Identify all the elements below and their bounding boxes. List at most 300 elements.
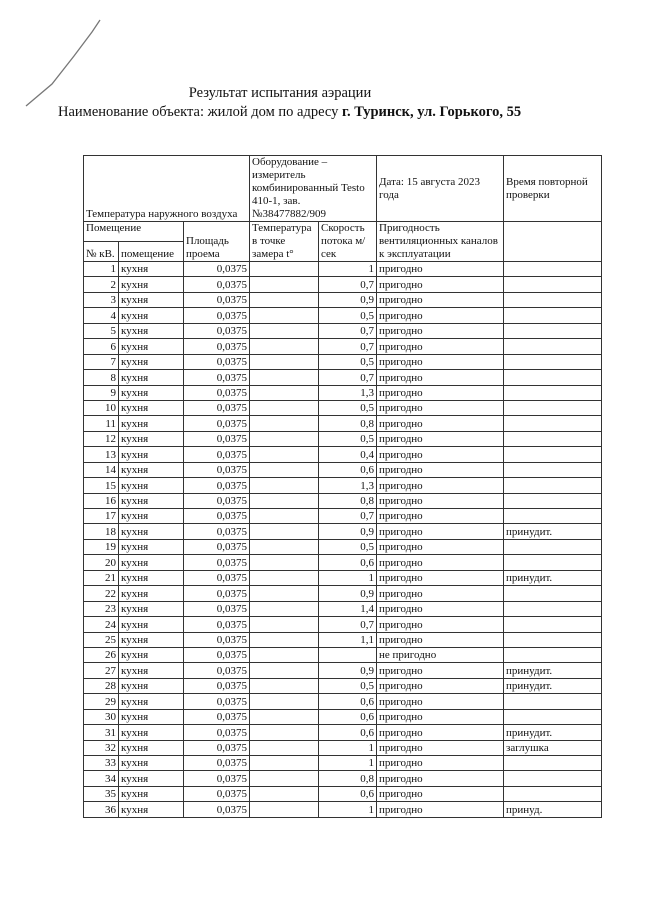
temperature-cell	[250, 663, 319, 678]
status-cell: пригодно	[377, 709, 504, 724]
note-cell: принуд.	[504, 802, 602, 817]
speed-cell: 1,1	[319, 632, 377, 647]
area-cell: 0,0375	[184, 570, 250, 585]
speed-cell: 0,9	[319, 292, 377, 307]
apt-number-cell: 23	[84, 601, 119, 616]
temperature-cell	[250, 802, 319, 817]
table-body	[84, 156, 602, 818]
speed-cell: 0,5	[319, 431, 377, 446]
room-cell: кухня	[119, 262, 184, 277]
status-cell: пригодно	[377, 617, 504, 632]
table-row	[84, 601, 602, 616]
apt-number-cell: 10	[84, 400, 119, 415]
temperature-cell	[250, 308, 319, 323]
room-cell: кухня	[119, 292, 184, 307]
table-row	[84, 586, 602, 601]
speed-cell: 0,6	[319, 725, 377, 740]
area-cell: 0,0375	[184, 694, 250, 709]
apt-number-cell: 4	[84, 308, 119, 323]
status-cell: пригодно	[377, 323, 504, 338]
temperature-cell	[250, 323, 319, 338]
status-cell: пригодно	[377, 462, 504, 477]
area-cell: 0,0375	[184, 509, 250, 524]
column-header-area: Площадь проема	[184, 222, 250, 262]
room-cell: кухня	[119, 416, 184, 431]
apt-number-cell: 22	[84, 586, 119, 601]
area-cell: 0,0375	[184, 262, 250, 277]
table-row	[84, 786, 602, 801]
temperature-cell	[250, 632, 319, 647]
speed-cell: 0,7	[319, 323, 377, 338]
apt-number-cell: 24	[84, 617, 119, 632]
note-cell	[504, 339, 602, 354]
speed-cell: 0,5	[319, 354, 377, 369]
speed-cell: 0,8	[319, 493, 377, 508]
aeration-table	[83, 155, 602, 818]
table-row	[84, 740, 602, 755]
apt-number-cell: 16	[84, 493, 119, 508]
speed-cell: 0,7	[319, 509, 377, 524]
table-row	[84, 400, 602, 415]
temperature-cell	[250, 462, 319, 477]
header-equipment: Оборудование – измеритель комбинированный Testo 410-1, зав. №38477882/909	[250, 156, 377, 222]
status-cell: пригодно	[377, 416, 504, 431]
table-row	[84, 370, 602, 385]
area-cell: 0,0375	[184, 447, 250, 462]
table-row	[84, 385, 602, 400]
area-cell: 0,0375	[184, 663, 250, 678]
apt-number-cell: 21	[84, 570, 119, 585]
table-row	[84, 462, 602, 477]
note-cell	[504, 277, 602, 292]
status-cell: пригодно	[377, 385, 504, 400]
header-recheck: Время повторной проверки	[504, 156, 602, 222]
temperature-cell	[250, 385, 319, 400]
table-row	[84, 354, 602, 369]
apt-number-cell: 11	[84, 416, 119, 431]
area-cell: 0,0375	[184, 555, 250, 570]
speed-cell: 1,4	[319, 601, 377, 616]
status-cell: пригодно	[377, 354, 504, 369]
speed-cell: 0,9	[319, 524, 377, 539]
area-cell: 0,0375	[184, 478, 250, 493]
room-cell: кухня	[119, 431, 184, 446]
apt-number-cell: 35	[84, 786, 119, 801]
status-cell: пригодно	[377, 493, 504, 508]
area-cell: 0,0375	[184, 586, 250, 601]
area-cell: 0,0375	[184, 524, 250, 539]
area-cell: 0,0375	[184, 601, 250, 616]
note-cell	[504, 354, 602, 369]
temperature-cell	[250, 370, 319, 385]
table-row	[84, 647, 602, 662]
apt-number-cell: 3	[84, 292, 119, 307]
apt-number-cell: 5	[84, 323, 119, 338]
apt-number-cell: 7	[84, 354, 119, 369]
room-cell: кухня	[119, 740, 184, 755]
status-cell: пригодно	[377, 678, 504, 693]
area-cell: 0,0375	[184, 385, 250, 400]
apt-number-cell: 12	[84, 431, 119, 446]
apt-number-cell: 27	[84, 663, 119, 678]
status-cell: пригодно	[377, 802, 504, 817]
area-cell: 0,0375	[184, 370, 250, 385]
temperature-cell	[250, 339, 319, 354]
temperature-cell	[250, 493, 319, 508]
note-cell	[504, 771, 602, 786]
subtitle-prefix: Наименование объекта: жилой дом по адресу	[58, 104, 343, 120]
temperature-cell	[250, 586, 319, 601]
note-cell	[504, 709, 602, 724]
status-cell: пригодно	[377, 663, 504, 678]
area-cell: 0,0375	[184, 308, 250, 323]
note-cell	[504, 431, 602, 446]
speed-cell: 0,8	[319, 416, 377, 431]
note-cell: заглушка	[504, 740, 602, 755]
table-row	[84, 493, 602, 508]
apt-number-cell: 9	[84, 385, 119, 400]
apt-number-cell: 30	[84, 709, 119, 724]
room-cell: кухня	[119, 725, 184, 740]
status-cell: пригодно	[377, 601, 504, 616]
apt-number-cell: 8	[84, 370, 119, 385]
note-cell	[504, 555, 602, 570]
speed-cell: 0,5	[319, 539, 377, 554]
area-cell: 0,0375	[184, 725, 250, 740]
table-row	[84, 478, 602, 493]
note-cell	[504, 493, 602, 508]
table-row	[84, 771, 602, 786]
temperature-cell	[250, 539, 319, 554]
table-row	[84, 617, 602, 632]
header-room-group: Помещение	[84, 222, 184, 242]
area-cell: 0,0375	[184, 431, 250, 446]
status-cell: пригодно	[377, 292, 504, 307]
column-header-status: Пригодность вентиляционных каналов к эксплуатации	[377, 222, 504, 262]
status-cell: пригодно	[377, 431, 504, 446]
temperature-cell	[250, 509, 319, 524]
speed-cell: 1,3	[319, 385, 377, 400]
note-cell	[504, 462, 602, 477]
table-row	[84, 709, 602, 724]
speed-cell: 0,6	[319, 555, 377, 570]
document-subtitle	[58, 104, 521, 121]
status-cell: пригодно	[377, 771, 504, 786]
speed-cell: 1	[319, 570, 377, 585]
document-title: Результат испытания аэрации	[188, 85, 372, 101]
status-cell: пригодно	[377, 447, 504, 462]
room-cell: кухня	[119, 323, 184, 338]
table-row	[84, 539, 602, 554]
room-cell: кухня	[119, 400, 184, 415]
area-cell: 0,0375	[184, 678, 250, 693]
area-cell: 0,0375	[184, 709, 250, 724]
status-cell: пригодно	[377, 632, 504, 647]
speed-cell: 0,6	[319, 709, 377, 724]
note-cell	[504, 416, 602, 431]
speed-cell: 1	[319, 262, 377, 277]
apt-number-cell: 17	[84, 509, 119, 524]
temperature-cell	[250, 756, 319, 771]
area-cell: 0,0375	[184, 756, 250, 771]
header-date: Дата: 15 августа 2023 года	[377, 156, 504, 222]
note-cell: принудит.	[504, 524, 602, 539]
table-row	[84, 555, 602, 570]
room-cell: кухня	[119, 524, 184, 539]
temperature-cell	[250, 292, 319, 307]
apt-number-cell: 15	[84, 478, 119, 493]
temperature-cell	[250, 478, 319, 493]
area-cell: 0,0375	[184, 802, 250, 817]
temperature-cell	[250, 647, 319, 662]
table-row	[84, 416, 602, 431]
area-cell: 0,0375	[184, 292, 250, 307]
table-row	[84, 308, 602, 323]
room-cell: кухня	[119, 539, 184, 554]
area-cell: 0,0375	[184, 400, 250, 415]
apt-number-cell: 6	[84, 339, 119, 354]
area-cell: 0,0375	[184, 647, 250, 662]
apt-number-cell: 1	[84, 262, 119, 277]
subtitle-address: г. Туринск, ул. Горького, 55	[342, 104, 522, 120]
area-cell: 0,0375	[184, 740, 250, 755]
header-row-top	[84, 156, 602, 222]
note-cell	[504, 586, 602, 601]
apt-number-cell: 25	[84, 632, 119, 647]
column-header-apt: № кВ.	[84, 242, 119, 262]
table-row	[84, 632, 602, 647]
note-cell	[504, 509, 602, 524]
status-cell: пригодно	[377, 539, 504, 554]
room-cell: кухня	[119, 678, 184, 693]
status-cell: пригодно	[377, 694, 504, 709]
temperature-cell	[250, 555, 319, 570]
room-cell: кухня	[119, 570, 184, 585]
note-cell: принудит.	[504, 663, 602, 678]
speed-cell: 1	[319, 756, 377, 771]
temperature-cell	[250, 431, 319, 446]
room-cell: кухня	[119, 802, 184, 817]
temperature-cell	[250, 277, 319, 292]
header-outdoor-temp: Температура наружного воздуха	[84, 156, 250, 222]
note-cell	[504, 617, 602, 632]
area-cell: 0,0375	[184, 416, 250, 431]
speed-cell: 0,6	[319, 462, 377, 477]
speed-cell: 0,6	[319, 694, 377, 709]
note-cell	[504, 756, 602, 771]
temperature-cell	[250, 617, 319, 632]
table-row	[84, 447, 602, 462]
apt-number-cell: 20	[84, 555, 119, 570]
temperature-cell	[250, 678, 319, 693]
note-cell: принудит.	[504, 570, 602, 585]
room-cell: кухня	[119, 478, 184, 493]
speed-cell: 0,7	[319, 277, 377, 292]
area-cell: 0,0375	[184, 277, 250, 292]
temperature-cell	[250, 601, 319, 616]
room-cell: кухня	[119, 277, 184, 292]
table-row	[84, 663, 602, 678]
area-cell: 0,0375	[184, 493, 250, 508]
area-cell: 0,0375	[184, 354, 250, 369]
note-cell	[504, 786, 602, 801]
status-cell: пригодно	[377, 786, 504, 801]
status-cell: пригодно	[377, 262, 504, 277]
table-row	[84, 277, 602, 292]
room-cell: кухня	[119, 786, 184, 801]
room-cell: кухня	[119, 647, 184, 662]
room-cell: кухня	[119, 370, 184, 385]
status-cell: пригодно	[377, 339, 504, 354]
apt-number-cell: 32	[84, 740, 119, 755]
table-row	[84, 802, 602, 817]
column-header-note	[504, 222, 602, 262]
status-cell: пригодно	[377, 370, 504, 385]
table-row	[84, 292, 602, 307]
status-cell: пригодно	[377, 524, 504, 539]
table-row	[84, 339, 602, 354]
speed-cell: 0,5	[319, 308, 377, 323]
table-row	[84, 570, 602, 585]
status-cell: пригодно	[377, 740, 504, 755]
speed-cell: 1	[319, 802, 377, 817]
status-cell: пригодно	[377, 725, 504, 740]
status-cell: пригодно	[377, 478, 504, 493]
area-cell: 0,0375	[184, 323, 250, 338]
temperature-cell	[250, 786, 319, 801]
column-header-temp: Температура в точке замера t°	[250, 222, 319, 262]
room-cell: кухня	[119, 617, 184, 632]
room-cell: кухня	[119, 385, 184, 400]
temperature-cell	[250, 725, 319, 740]
room-cell: кухня	[119, 339, 184, 354]
note-cell	[504, 400, 602, 415]
status-cell: пригодно	[377, 586, 504, 601]
temperature-cell	[250, 709, 319, 724]
header-row-room	[84, 222, 602, 242]
note-cell	[504, 262, 602, 277]
room-cell: кухня	[119, 555, 184, 570]
apt-number-cell: 19	[84, 539, 119, 554]
room-cell: кухня	[119, 354, 184, 369]
speed-cell: 0,6	[319, 786, 377, 801]
room-cell: кухня	[119, 756, 184, 771]
status-cell: не пригодно	[377, 647, 504, 662]
room-cell: кухня	[119, 509, 184, 524]
speed-cell: 0,7	[319, 370, 377, 385]
status-cell: пригодно	[377, 277, 504, 292]
speed-cell: 0,4	[319, 447, 377, 462]
room-cell: кухня	[119, 601, 184, 616]
room-cell: кухня	[119, 694, 184, 709]
room-cell: кухня	[119, 447, 184, 462]
note-cell	[504, 447, 602, 462]
table-row	[84, 323, 602, 338]
status-cell: пригодно	[377, 400, 504, 415]
temperature-cell	[250, 524, 319, 539]
apt-number-cell: 31	[84, 725, 119, 740]
speed-cell: 0,7	[319, 617, 377, 632]
status-cell: пригодно	[377, 555, 504, 570]
speed-cell	[319, 647, 377, 662]
note-cell	[504, 308, 602, 323]
note-cell	[504, 647, 602, 662]
table-row	[84, 694, 602, 709]
room-cell: кухня	[119, 586, 184, 601]
temperature-cell	[250, 400, 319, 415]
table-row	[84, 678, 602, 693]
temperature-cell	[250, 416, 319, 431]
status-cell: пригодно	[377, 756, 504, 771]
temperature-cell	[250, 262, 319, 277]
room-cell: кухня	[119, 632, 184, 647]
status-cell: пригодно	[377, 570, 504, 585]
apt-number-cell: 14	[84, 462, 119, 477]
note-cell	[504, 478, 602, 493]
speed-cell: 0,9	[319, 586, 377, 601]
speed-cell: 1,3	[319, 478, 377, 493]
temperature-cell	[250, 740, 319, 755]
column-header-speed: Скорость потока м/сек	[319, 222, 377, 262]
note-cell	[504, 539, 602, 554]
note-cell	[504, 632, 602, 647]
apt-number-cell: 26	[84, 647, 119, 662]
temperature-cell	[250, 570, 319, 585]
speed-cell: 0,8	[319, 771, 377, 786]
note-cell	[504, 323, 602, 338]
note-cell	[504, 385, 602, 400]
note-cell: принудит.	[504, 725, 602, 740]
area-cell: 0,0375	[184, 539, 250, 554]
speed-cell: 0,5	[319, 400, 377, 415]
area-cell: 0,0375	[184, 462, 250, 477]
status-cell: пригодно	[377, 308, 504, 323]
note-cell	[504, 370, 602, 385]
note-cell	[504, 694, 602, 709]
temperature-cell	[250, 447, 319, 462]
speed-cell: 1	[319, 740, 377, 755]
temperature-cell	[250, 694, 319, 709]
room-cell: кухня	[119, 771, 184, 786]
room-cell: кухня	[119, 308, 184, 323]
apt-number-cell: 28	[84, 678, 119, 693]
room-cell: кухня	[119, 663, 184, 678]
table-row	[84, 756, 602, 771]
note-cell: принудит.	[504, 678, 602, 693]
apt-number-cell: 18	[84, 524, 119, 539]
speed-cell: 0,9	[319, 663, 377, 678]
speed-cell: 0,5	[319, 678, 377, 693]
apt-number-cell: 36	[84, 802, 119, 817]
apt-number-cell: 2	[84, 277, 119, 292]
apt-number-cell: 34	[84, 771, 119, 786]
apt-number-cell: 29	[84, 694, 119, 709]
table-row	[84, 524, 602, 539]
area-cell: 0,0375	[184, 617, 250, 632]
temperature-cell	[250, 354, 319, 369]
table-row	[84, 509, 602, 524]
apt-number-cell: 13	[84, 447, 119, 462]
status-cell: пригодно	[377, 509, 504, 524]
temperature-cell	[250, 771, 319, 786]
room-cell: кухня	[119, 709, 184, 724]
speed-cell: 0,7	[319, 339, 377, 354]
room-cell: кухня	[119, 462, 184, 477]
table-row	[84, 431, 602, 446]
area-cell: 0,0375	[184, 771, 250, 786]
apt-number-cell: 33	[84, 756, 119, 771]
table-row	[84, 262, 602, 277]
